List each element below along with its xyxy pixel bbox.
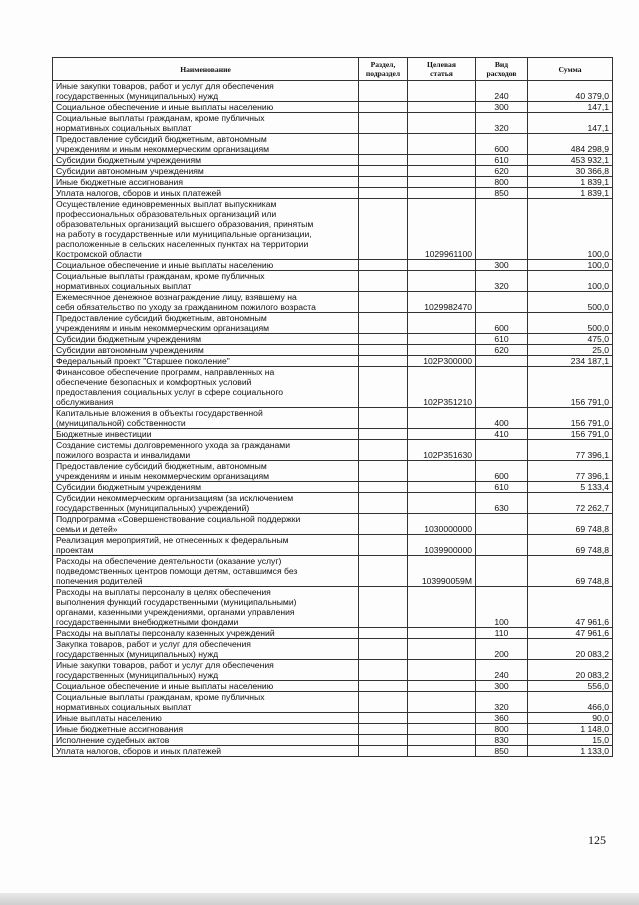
row-kind-cell: 610 (476, 334, 528, 345)
row-target-cell: 102Р351210 (408, 367, 476, 408)
row-kind-cell: 800 (476, 724, 528, 735)
row-kind-cell: 300 (476, 260, 528, 271)
row-target-cell (408, 746, 476, 757)
row-kind-cell: 800 (476, 177, 528, 188)
row-name-cell: Создание системы долговременного ухода за гражданами пожилого возраста и инвалидами (53, 440, 359, 461)
row-kind-cell (476, 367, 528, 408)
row-target-cell: 102Р351630 (408, 440, 476, 461)
row-sum-cell: 20 083,2 (528, 639, 613, 660)
header-section: Раздел, подраздел (359, 58, 408, 81)
row-section-cell (359, 188, 408, 199)
row-section-cell (359, 102, 408, 113)
row-target-cell (408, 188, 476, 199)
table-row (53, 177, 613, 188)
row-name-cell: Социальное обеспечение и иные выплаты населению (53, 102, 359, 113)
header-target: Целевая статья (408, 58, 476, 81)
row-kind-cell: 200 (476, 639, 528, 660)
table-row (53, 334, 613, 345)
row-sum-cell: 100,0 (528, 199, 613, 260)
row-target-cell (408, 681, 476, 692)
row-sum-cell: 77 396,1 (528, 461, 613, 482)
row-kind-cell: 400 (476, 408, 528, 429)
row-name-cell: Федеральный проект "Старшее поколение" (53, 356, 359, 367)
row-target-cell (408, 102, 476, 113)
table-row (53, 113, 613, 134)
row-target-cell: 1029961100 (408, 199, 476, 260)
row-target-cell (408, 692, 476, 713)
row-name-cell: Расходы на обеспечение деятельности (оказание услуг) подведомственных центров помощи детям, оставшимся без попечения родителей (53, 556, 359, 587)
table-row (53, 367, 613, 408)
table-row (53, 345, 613, 356)
row-sum-cell: 25,0 (528, 345, 613, 356)
row-sum-cell: 69 748,8 (528, 535, 613, 556)
table-row (53, 356, 613, 367)
row-name-cell: Субсидии некоммерческим организациям (за исключением государственных (муниципальных) учреждений) (53, 493, 359, 514)
row-section-cell (359, 81, 408, 102)
row-section-cell (359, 408, 408, 429)
table-row (53, 461, 613, 482)
table-row (53, 493, 613, 514)
row-kind-cell (476, 535, 528, 556)
row-section-cell (359, 260, 408, 271)
row-section-cell (359, 271, 408, 292)
scan-edge (0, 893, 639, 905)
row-sum-cell: 47 961,6 (528, 587, 613, 628)
row-section-cell (359, 587, 408, 628)
row-target-cell (408, 166, 476, 177)
row-section-cell (359, 356, 408, 367)
row-sum-cell: 500,0 (528, 313, 613, 334)
table-header-row (53, 58, 613, 81)
row-sum-cell: 30 366,8 (528, 166, 613, 177)
row-kind-cell: 850 (476, 188, 528, 199)
table-row (53, 639, 613, 660)
table-row (53, 514, 613, 535)
table-row (53, 102, 613, 113)
table-row (53, 440, 613, 461)
row-target-cell: 1029982470 (408, 292, 476, 313)
row-name-cell: Уплата налогов, сборов и иных платежей (53, 188, 359, 199)
row-target-cell: 1030000000 (408, 514, 476, 535)
row-sum-cell: 147,1 (528, 102, 613, 113)
table-row (53, 628, 613, 639)
row-name-cell: Капитальные вложения в объекты государственной (муниципальной) собственности (53, 408, 359, 429)
row-name-cell: Социальное обеспечение и иные выплаты населению (53, 681, 359, 692)
row-kind-cell: 410 (476, 429, 528, 440)
row-kind-cell (476, 440, 528, 461)
table-row (53, 713, 613, 724)
table-row (53, 681, 613, 692)
row-sum-cell: 156 791,0 (528, 429, 613, 440)
row-section-cell (359, 628, 408, 639)
table-row (53, 535, 613, 556)
row-sum-cell: 40 379,0 (528, 81, 613, 102)
row-name-cell: Субсидии автономным учреждениям (53, 345, 359, 356)
table-body (53, 81, 613, 757)
row-sum-cell: 100,0 (528, 271, 613, 292)
row-kind-cell: 100 (476, 587, 528, 628)
table-row (53, 313, 613, 334)
row-target-cell (408, 429, 476, 440)
row-target-cell (408, 587, 476, 628)
row-kind-cell (476, 556, 528, 587)
row-sum-cell: 47 961,6 (528, 628, 613, 639)
row-name-cell: Иные бюджетные ассигнования (53, 724, 359, 735)
row-section-cell (359, 556, 408, 587)
header-name: Наименование (53, 58, 359, 81)
table-row (53, 81, 613, 102)
row-target-cell (408, 177, 476, 188)
row-sum-cell: 77 396,1 (528, 440, 613, 461)
row-section-cell (359, 313, 408, 334)
row-name-cell: Иные закупки товаров, работ и услуг для обеспечения государственных (муниципальных) нужд (53, 660, 359, 681)
row-target-cell (408, 81, 476, 102)
row-section-cell (359, 345, 408, 356)
row-name-cell: Иные бюджетные ассигнования (53, 177, 359, 188)
row-section-cell (359, 440, 408, 461)
row-target-cell (408, 345, 476, 356)
row-kind-cell (476, 292, 528, 313)
row-target-cell (408, 134, 476, 155)
row-section-cell (359, 681, 408, 692)
row-section-cell (359, 639, 408, 660)
row-section-cell (359, 535, 408, 556)
row-sum-cell: 453 932,1 (528, 155, 613, 166)
row-sum-cell: 1 839,1 (528, 188, 613, 199)
row-sum-cell: 466,0 (528, 692, 613, 713)
row-sum-cell: 69 748,8 (528, 514, 613, 535)
table-row (53, 260, 613, 271)
row-kind-cell: 610 (476, 155, 528, 166)
row-name-cell: Субсидии бюджетным учреждениям (53, 155, 359, 166)
row-name-cell: Расходы на выплаты персоналу казенных учреждений (53, 628, 359, 639)
row-name-cell: Подпрограмма «Совершенствование социальной поддержки семьи и детей» (53, 514, 359, 535)
row-target-cell (408, 313, 476, 334)
row-kind-cell: 620 (476, 166, 528, 177)
row-section-cell (359, 660, 408, 681)
row-name-cell: Социальные выплаты гражданам, кроме публичных нормативных социальных выплат (53, 271, 359, 292)
row-target-cell (408, 639, 476, 660)
row-section-cell (359, 334, 408, 345)
row-sum-cell: 72 262,7 (528, 493, 613, 514)
row-section-cell (359, 166, 408, 177)
row-name-cell: Иные закупки товаров, работ и услуг для обеспечения государственных (муниципальных) нужд (53, 81, 359, 102)
row-sum-cell: 5 133,4 (528, 482, 613, 493)
table-row (53, 188, 613, 199)
row-kind-cell: 600 (476, 461, 528, 482)
row-kind-cell (476, 199, 528, 260)
table-row (53, 166, 613, 177)
table-row (53, 271, 613, 292)
table-row (53, 587, 613, 628)
row-name-cell: Социальное обеспечение и иные выплаты населению (53, 260, 359, 271)
row-name-cell: Расходы на выплаты персоналу в целях обеспечения выполнения функций государственными (муниципальными) органами, казенными учреждениями, органами управления государственными внебюджетными фондами (53, 587, 359, 628)
row-name-cell: Закупка товаров, работ и услуг для обеспечения государственных (муниципальных) нужд (53, 639, 359, 660)
row-name-cell: Предоставление субсидий бюджетным, автономным учреждениям и иным некоммерческим организациям (53, 461, 359, 482)
table-row (53, 292, 613, 313)
row-name-cell: Субсидии бюджетным учреждениям (53, 334, 359, 345)
row-target-cell: 103990059М (408, 556, 476, 587)
row-section-cell (359, 493, 408, 514)
row-kind-cell: 630 (476, 493, 528, 514)
row-section-cell (359, 735, 408, 746)
row-target-cell (408, 735, 476, 746)
row-target-cell (408, 260, 476, 271)
row-target-cell (408, 724, 476, 735)
row-target-cell (408, 628, 476, 639)
table-row (53, 134, 613, 155)
row-kind-cell: 320 (476, 271, 528, 292)
row-kind-cell: 600 (476, 134, 528, 155)
row-sum-cell: 90,0 (528, 713, 613, 724)
table-row (53, 660, 613, 681)
row-target-cell (408, 482, 476, 493)
row-section-cell (359, 514, 408, 535)
row-target-cell (408, 461, 476, 482)
row-section-cell (359, 113, 408, 134)
table-row (53, 199, 613, 260)
row-section-cell (359, 367, 408, 408)
row-section-cell (359, 713, 408, 724)
row-name-cell: Субсидии автономным учреждениям (53, 166, 359, 177)
table-row (53, 735, 613, 746)
row-kind-cell (476, 356, 528, 367)
row-sum-cell: 15,0 (528, 735, 613, 746)
row-target-cell (408, 334, 476, 345)
row-section-cell (359, 292, 408, 313)
row-kind-cell: 360 (476, 713, 528, 724)
table-row (53, 556, 613, 587)
header-sum: Сумма (528, 58, 613, 81)
row-sum-cell: 1 148,0 (528, 724, 613, 735)
row-section-cell (359, 461, 408, 482)
row-name-cell: Бюджетные инвестиции (53, 429, 359, 440)
row-sum-cell: 1 839,1 (528, 177, 613, 188)
row-section-cell (359, 482, 408, 493)
row-kind-cell: 110 (476, 628, 528, 639)
table-row (53, 692, 613, 713)
row-target-cell (408, 713, 476, 724)
row-sum-cell: 156 791,0 (528, 367, 613, 408)
row-sum-cell: 500,0 (528, 292, 613, 313)
row-name-cell: Финансовое обеспечение программ, направленных на обеспечение безопасных и комфортных условий предоставления социальных услуг в сфере социального обслуживания (53, 367, 359, 408)
row-name-cell: Исполнение судебных актов (53, 735, 359, 746)
row-name-cell: Социальные выплаты гражданам, кроме публичных нормативных социальных выплат (53, 692, 359, 713)
table-row (53, 155, 613, 166)
row-kind-cell: 850 (476, 746, 528, 757)
row-kind-cell: 240 (476, 660, 528, 681)
row-name-cell: Ежемесячное денежное вознаграждение лицу, взявшему на себя обязательство по уходу за гражданином пожилого возраста (53, 292, 359, 313)
row-kind-cell: 320 (476, 113, 528, 134)
table-row (53, 746, 613, 757)
row-kind-cell: 610 (476, 482, 528, 493)
row-name-cell: Социальные выплаты гражданам, кроме публичных нормативных социальных выплат (53, 113, 359, 134)
row-sum-cell: 234 187,1 (528, 356, 613, 367)
row-kind-cell: 300 (476, 681, 528, 692)
row-sum-cell: 156 791,0 (528, 408, 613, 429)
row-kind-cell: 300 (476, 102, 528, 113)
row-section-cell (359, 134, 408, 155)
row-sum-cell: 1 133,0 (528, 746, 613, 757)
row-name-cell: Осуществление единовременных выплат выпускникам профессиональных образовательных организаций или образовательных организаций высшего образования, принятым на работу в государственные или муниципальные организации, расположенные в сельских населенных пунктах на территории Костромской области (53, 199, 359, 260)
row-name-cell: Субсидии бюджетным учреждениям (53, 482, 359, 493)
row-sum-cell: 475,0 (528, 334, 613, 345)
row-section-cell (359, 746, 408, 757)
row-kind-cell (476, 514, 528, 535)
row-target-cell (408, 155, 476, 166)
row-sum-cell: 147,1 (528, 113, 613, 134)
budget-table (52, 57, 613, 757)
row-section-cell (359, 724, 408, 735)
row-target-cell (408, 113, 476, 134)
row-kind-cell: 320 (476, 692, 528, 713)
row-section-cell (359, 429, 408, 440)
row-name-cell: Иные выплаты населению (53, 713, 359, 724)
row-target-cell (408, 660, 476, 681)
row-section-cell (359, 177, 408, 188)
table-row (53, 724, 613, 735)
row-name-cell: Предоставление субсидий бюджетным, автономным учреждениям и иным некоммерческим организациям (53, 134, 359, 155)
row-sum-cell: 100,0 (528, 260, 613, 271)
row-sum-cell: 556,0 (528, 681, 613, 692)
row-name-cell: Реализация мероприятий, не отнесенных к федеральным проектам (53, 535, 359, 556)
row-target-cell (408, 408, 476, 429)
row-name-cell: Уплата налогов, сборов и иных платежей (53, 746, 359, 757)
row-target-cell (408, 493, 476, 514)
table-row (53, 429, 613, 440)
row-section-cell (359, 692, 408, 713)
row-sum-cell: 20 083,2 (528, 660, 613, 681)
row-section-cell (359, 199, 408, 260)
row-target-cell (408, 271, 476, 292)
row-sum-cell: 69 748,8 (528, 556, 613, 587)
row-target-cell: 102Р300000 (408, 356, 476, 367)
table-row (53, 482, 613, 493)
row-kind-cell: 240 (476, 81, 528, 102)
table-row (53, 408, 613, 429)
row-section-cell (359, 155, 408, 166)
page-number: 125 (588, 833, 606, 847)
row-kind-cell: 600 (476, 313, 528, 334)
row-sum-cell: 484 298,9 (528, 134, 613, 155)
row-kind-cell: 830 (476, 735, 528, 746)
header-kind: Вид расходов (476, 58, 528, 81)
row-kind-cell: 620 (476, 345, 528, 356)
row-target-cell: 1039900000 (408, 535, 476, 556)
row-name-cell: Предоставление субсидий бюджетным, автономным учреждениям и иным некоммерческим организациям (53, 313, 359, 334)
